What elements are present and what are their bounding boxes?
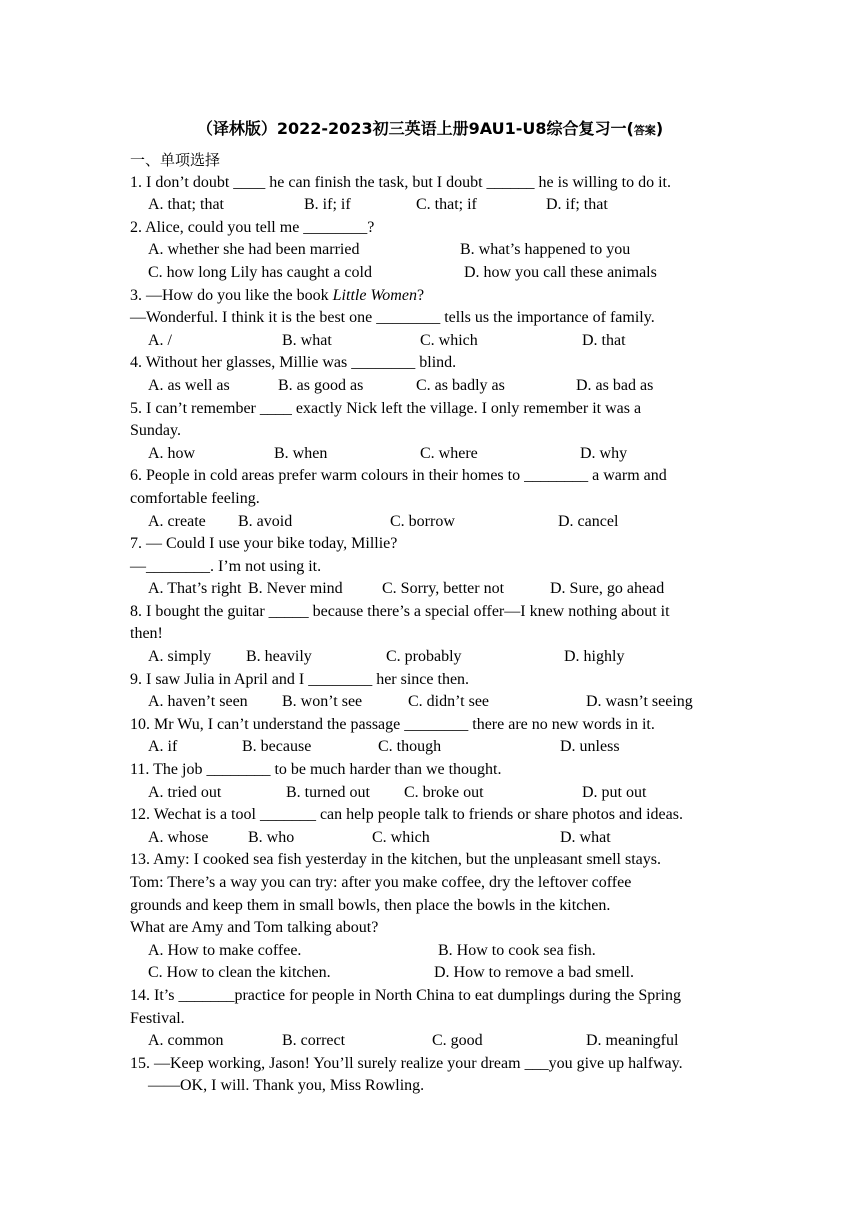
question-list	[130, 149, 750, 1098]
option-d: D. Sure, go ahead	[550, 580, 665, 598]
question-7-stem: 7. — Could I use your bike today, Millie?	[130, 535, 398, 553]
option-d: D. wasn’t seeing	[586, 693, 693, 711]
question-1-options	[130, 194, 750, 217]
option-b: B. Never mind	[248, 580, 343, 598]
option-b: B. what	[282, 331, 332, 349]
question-15-line2: ——OK, I will. Thank you, Miss Rowling.	[148, 1077, 425, 1095]
question-8-stem: 8. I bought the guitar _____ because there’s a special offer—I knew nothing about it	[130, 602, 670, 620]
option-c: C. borrow	[390, 512, 455, 530]
option-a: A. that; that	[148, 196, 224, 214]
question-11-options	[130, 782, 750, 805]
question-2-options-cd	[130, 262, 750, 285]
question-6-line2: comfortable feeling.	[130, 489, 260, 507]
question-13-options-ab	[130, 940, 750, 963]
section-heading: 一、单项选择	[130, 151, 221, 169]
option-a: A. as well as	[148, 376, 230, 394]
question-7-line2: —________. I’m not using it.	[130, 557, 322, 575]
option-c: C. good	[432, 1032, 483, 1050]
option-d: D. unless	[560, 738, 620, 756]
question-13-options-cd	[130, 962, 750, 985]
option-c: C. probably	[386, 648, 462, 666]
option-c: C. though	[378, 738, 442, 756]
option-d: D. cancel	[558, 512, 619, 530]
question-3-stem: 3. —How do you like the book Little Women?	[130, 286, 425, 304]
document-title: （译林版）2022-2023初三英语上册9AU1-U8综合复习一(答案)	[196, 119, 664, 138]
question-13-line2: Tom: There’s a way you can try: after you make coffee, dry the leftover coffee	[130, 874, 632, 891]
option-a: A. simply	[148, 648, 212, 666]
question-3-options	[130, 330, 750, 353]
option-b: B. when	[274, 444, 328, 462]
question-13-line4: What are Amy and Tom talking about?	[130, 919, 379, 937]
question-15-stem: 15. —Keep working, Jason! You’ll surely realize your dream ___you give up halfway.	[130, 1054, 683, 1072]
option-d: D. meaningful	[586, 1032, 679, 1050]
question-8-line2: then!	[130, 625, 163, 643]
option-b: B. who	[248, 828, 295, 846]
question-2-stem: 2. Alice, could you tell me ________?	[130, 218, 375, 236]
option-c: C. Sorry, better not	[382, 580, 505, 598]
option-b: B. as good as	[278, 376, 364, 394]
option-a: A. how	[148, 444, 196, 462]
option-c: C. which	[372, 828, 430, 846]
option-b: B. avoid	[238, 512, 293, 530]
option-c: C. broke out	[404, 783, 484, 801]
option-b: B. correct	[282, 1032, 346, 1050]
question-5-line2: Sunday.	[130, 422, 181, 440]
question-12-options	[130, 827, 750, 850]
option-b: B. what’s happened to you	[460, 241, 631, 259]
option-b: B. turned out	[286, 783, 370, 801]
option-c: C. how long Lily has caught a cold	[148, 263, 372, 281]
option-a: A. whose	[148, 828, 209, 846]
option-a: A. haven’t seen	[148, 693, 248, 711]
option-d: D. highly	[564, 648, 625, 666]
question-14-line2: Festival.	[130, 1009, 185, 1027]
option-c: C. where	[420, 444, 478, 462]
option-d: D. How to remove a bad smell.	[434, 964, 634, 982]
question-6-options	[130, 511, 750, 534]
option-d: D. as bad as	[576, 376, 654, 394]
question-7-options	[130, 578, 750, 601]
question-10-options	[130, 736, 750, 759]
option-d: D. if; that	[546, 196, 608, 214]
option-b: B. because	[242, 738, 312, 756]
option-a: A. tried out	[148, 783, 222, 801]
question-3-line2: —Wonderful. I think it is the best one ________ tells us the importance of family.	[130, 309, 655, 327]
option-a: A. /	[148, 331, 172, 349]
option-d: D. put out	[582, 783, 647, 801]
option-c: C. as badly as	[416, 376, 505, 394]
option-c: C. didn’t see	[408, 693, 490, 711]
question-11-stem: 11. The job ________ to be much harder than we thought.	[130, 761, 502, 779]
option-a: A. That’s right	[148, 580, 242, 598]
question-8-options	[130, 646, 750, 669]
option-b: B. if; if	[304, 196, 351, 214]
option-a: A. create	[148, 512, 206, 530]
question-13-stem: 13. Amy: I cooked sea fish yesterday in the kitchen, but the unpleasant smell stays.	[130, 851, 661, 869]
question-10-stem: 10. Mr Wu, I can’t understand the passage ________ there are no new words in it.	[130, 715, 655, 733]
option-d: D. what	[560, 828, 611, 846]
question-4-stem: 4. Without her glasses, Millie was ________ blind.	[130, 354, 457, 372]
question-9-options	[130, 691, 750, 714]
question-13-line3: grounds and keep them in small bowls, then place the bowls in the kitchen.	[130, 896, 611, 914]
option-a: A. common	[148, 1032, 224, 1050]
question-5-stem: 5. I can’t remember ____ exactly Nick left the village. I only remember it was a	[130, 399, 642, 417]
question-9-stem: 9. I saw Julia in April and I ________ her since then.	[130, 670, 470, 688]
question-12-stem: 12. Wechat is a tool _______ can help people talk to friends or share photos and ideas.	[130, 806, 683, 824]
question-14-options	[130, 1030, 750, 1053]
option-b: B. How to cook sea fish.	[438, 941, 596, 959]
option-c: C. that; if	[416, 196, 477, 214]
option-a: A. whether she had been married	[148, 241, 360, 259]
option-d: D. how you call these animals	[464, 263, 657, 281]
question-2-options-ab	[130, 239, 750, 262]
question-6-stem: 6. People in cold areas prefer warm colours in their homes to ________ a warm and	[130, 467, 667, 485]
option-a: A. if	[148, 738, 178, 756]
option-b: B. won’t see	[282, 693, 363, 711]
option-c: C. which	[420, 331, 478, 349]
question-1-stem: 1. I don’t doubt ____ he can finish the task, but I doubt ______ he is willing to do it.	[130, 173, 671, 191]
option-d: D. why	[580, 444, 628, 462]
option-d: D. that	[582, 331, 626, 349]
option-b: B. heavily	[246, 648, 312, 666]
option-c: C. How to clean the kitchen.	[148, 964, 331, 982]
question-4-options	[130, 375, 750, 398]
question-5-options	[130, 443, 750, 466]
option-a: A. How to make coffee.	[148, 941, 302, 959]
question-14-stem: 14. It’s _______practice for people in North China to eat dumplings during the Spring	[130, 986, 682, 1004]
